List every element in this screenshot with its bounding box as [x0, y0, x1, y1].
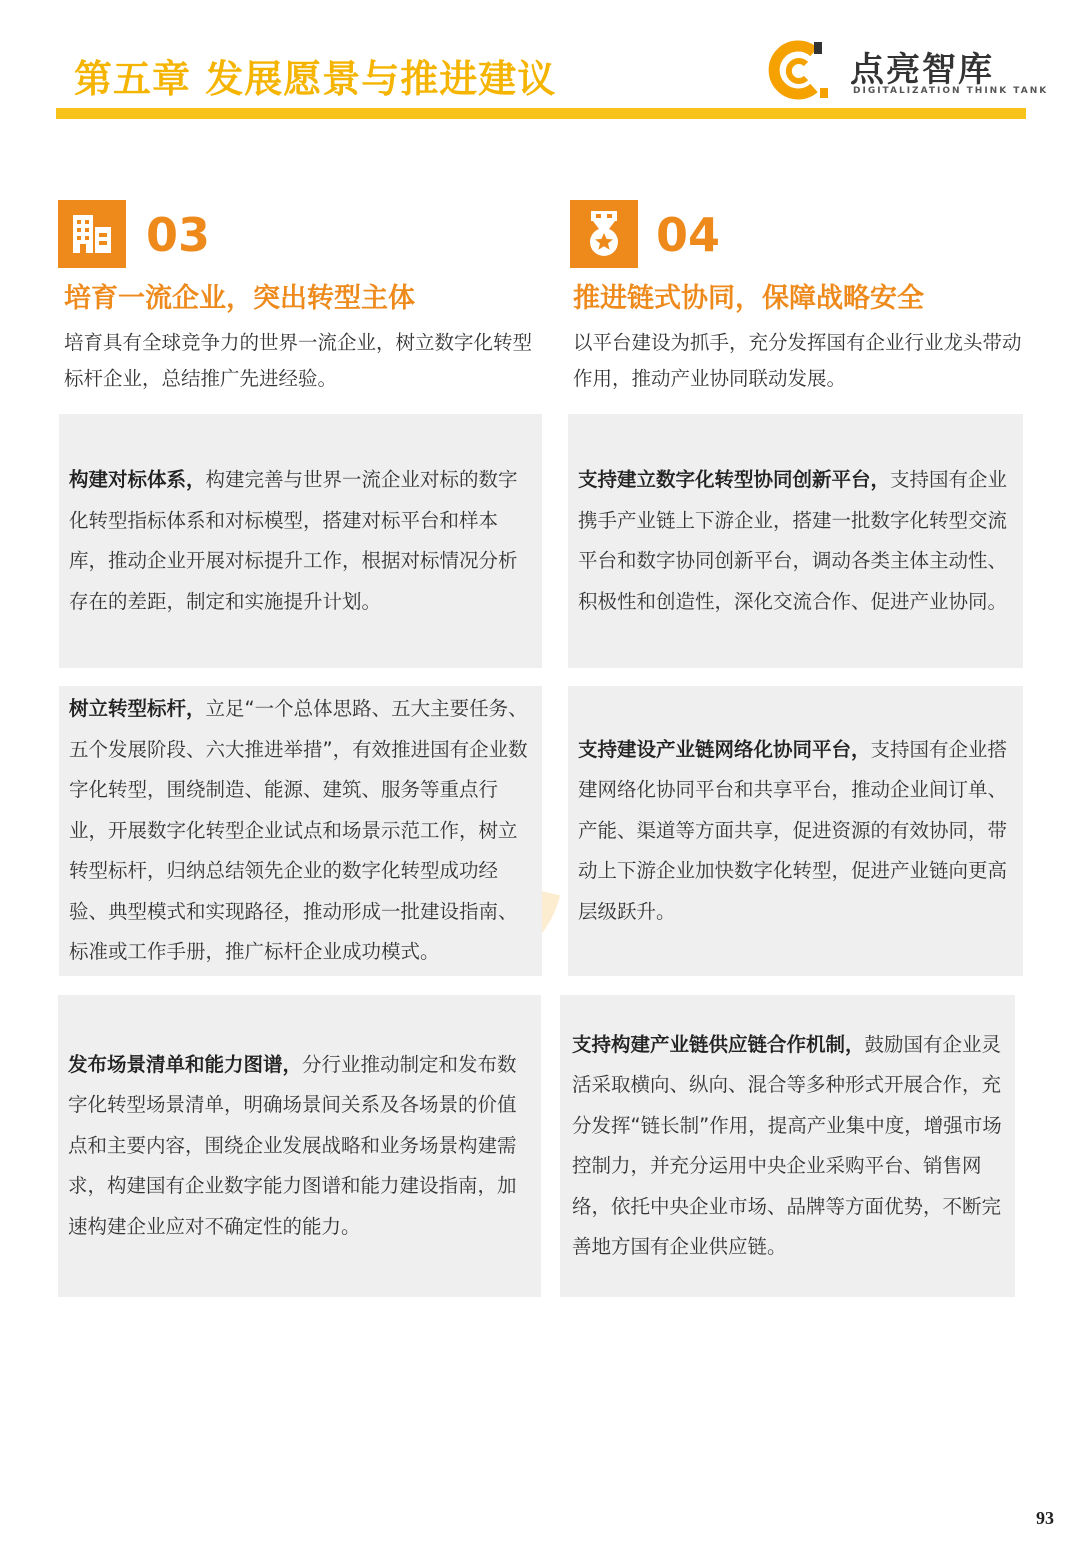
card-text: 分行业推动制定和发布数字化转型场景清单，明确场景间关系及各场景的价值点和主要内容，围绕企业发展战略和业务场景构建需求，构建国有企业数字能力图谱和能力建设指南，加速构建企业应对不确定性的能力。	[68, 1052, 517, 1238]
card-text: 支持国有企业搭建网络化协同平台和共享平台，推动企业间订单、产能、渠道等方面共享，促进资源的有效协同，带动上下游企业加快数字化转型，促进产业链向更高层级跃升。	[578, 737, 1008, 923]
card-text: 立足“一个总体思路、五大主要任务、五个发展阶段、六大推进举措”，有效推进国有企业数字化转型，围绕制造、能源、建筑、服务等重点行业，开展数字化转型企业试点和场景示范工作，树立转型标杆，归纳总结领先企业的数字化转型成功经验、典型模式和实现路径，推动形成一批建设指南、标准或工作手册，推广标杆企业成功模式。	[69, 697, 528, 964]
section-04-intro: 以平台建设为抓手，充分发挥国有企业行业龙头带动作用，推动产业协同联动发展。	[573, 331, 1022, 390]
logo	[764, 38, 1049, 102]
section-03-heading: 培育一流企业，突出转型主体	[64, 283, 415, 314]
section-04-icon-box	[570, 200, 638, 268]
card-heading: 支持建立数字化转型协同创新平台，	[578, 468, 891, 491]
section-03-card-3	[58, 995, 541, 1297]
logo-subtitle: DIGITALIZATION THINK TANK	[853, 86, 1049, 96]
card-heading: 构建对标体系，	[69, 468, 206, 491]
section-03-card-2	[59, 686, 542, 976]
logo-name: 点亮智库	[850, 50, 994, 90]
section-03-intro: 培育具有全球竞争力的世界一流企业，树立数字化转型标杆企业，总结推广先进经验。	[64, 331, 533, 390]
section-04-heading: 推进链式协同，保障战略安全	[573, 283, 924, 314]
medal-icon	[581, 209, 627, 259]
section-04-card-3	[560, 995, 1015, 1297]
section-04-card-1	[568, 414, 1023, 668]
section-03-icon-box	[58, 200, 126, 268]
logo-mark-icon	[764, 38, 832, 102]
card-text: 鼓励国有企业灵活采取横向、纵向、混合等多种形式开展合作，充分发挥“链长制”作用，提高产业集中度，增强市场控制力，并充分运用中央企业采购平台、销售网络，依托中央企业市场、品牌等方面优势，不断完善地方国有企业供应链。	[572, 1032, 1002, 1258]
card-text: 支持国有企业携手产业链上下游企业，搭建一批数字化转型交流平台和数字协同创新平台，调动各类主体主动性、积极性和创造性，深化交流合作、促进产业协同。	[578, 468, 1008, 613]
page-number: 93	[1036, 1508, 1054, 1528]
building-icon	[69, 211, 115, 257]
section-04-number: 04	[656, 208, 721, 262]
card-heading: 支持构建产业链供应链合作机制，	[572, 1032, 865, 1056]
header-rule	[56, 108, 1026, 119]
card-heading: 树立转型标杆，	[69, 697, 206, 721]
card-heading: 支持建设产业链网络化协同平台，	[578, 737, 871, 761]
chapter-title: 第五章 发展愿景与推进建议	[74, 57, 557, 101]
card-heading: 发布场景清单和能力图谱，	[68, 1052, 303, 1076]
section-03-card-1	[59, 414, 542, 668]
section-03-number: 03	[146, 208, 211, 262]
section-04-card-2	[568, 686, 1023, 976]
card-text: 构建完善与世界一流企业对标的数字化转型指标体系和对标模型，搭建对标平台和样本库，推动企业开展对标提升工作，根据对标情况分析存在的差距，制定和实施提升计划。	[69, 468, 518, 613]
